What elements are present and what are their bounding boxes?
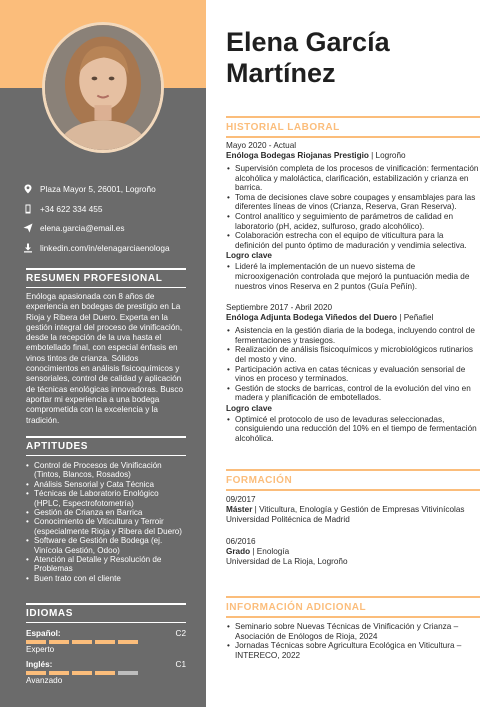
portrait-illustration <box>45 25 161 150</box>
level-segment <box>26 640 46 644</box>
level-segment <box>26 671 46 675</box>
level-segment <box>118 671 138 675</box>
key-achievement: • Optimicé el protocolo de uso de levaduras seleccionadas, consiguiendo una reducción del 10% en el tiempo de fermentación alcohólica. <box>226 415 480 444</box>
job-bullets <box>226 164 480 250</box>
divider <box>26 603 186 605</box>
skill-item: • Análisis Sensorial y Cata Técnica <box>26 480 186 489</box>
language-name: Inglés: <box>26 660 53 669</box>
job-bullet: • Asistencia en la gestión diaria de la bodega, incluyendo control de fermentaciones y trasiegos. <box>226 326 480 345</box>
contact-phone <box>22 200 202 218</box>
divider <box>226 136 480 138</box>
key-achievement-list <box>226 262 480 291</box>
language-item <box>26 660 186 685</box>
section-title: APTITUDES <box>26 440 89 452</box>
additional-item: • Jornadas Técnicas sobre Agricultura Ecológica en Viticultura – INTERECO, 2022 <box>226 641 480 660</box>
level-segment <box>118 640 138 644</box>
sidebar <box>0 0 206 707</box>
divider <box>226 469 480 471</box>
name-line: Martínez <box>226 58 336 88</box>
skills-section <box>26 436 186 583</box>
education-degree: Grado <box>226 547 251 556</box>
education-school: Universidad Politécnica de Madrid <box>226 515 350 524</box>
section-title: RESUMEN PROFESIONAL <box>26 272 163 284</box>
contact-info <box>22 180 202 258</box>
language-level-bar <box>26 671 186 675</box>
education-section <box>226 469 480 567</box>
divider <box>26 455 186 457</box>
send-icon <box>22 222 34 234</box>
skill-item: • Buen trato con el cliente <box>26 574 186 583</box>
divider <box>226 596 480 598</box>
skill-item: • Técnicas de Laboratorio Enológico (HPLC, Espectrofotometría) <box>26 489 186 508</box>
job-entry <box>226 303 480 444</box>
level-segment <box>95 640 115 644</box>
education-entry <box>226 495 480 525</box>
additional-item: • Seminario sobre Nuevas Técnicas de Vinificación y Crianza – Asociación de Enólogos de Rioja, 2024 <box>226 622 480 641</box>
job-role: Enóloga Bodegas Riojanas Prestigio <box>226 151 369 160</box>
education-entry <box>226 537 480 567</box>
experience-section <box>226 116 480 444</box>
section-title: FORMACIÓN <box>226 475 293 486</box>
section-title: INFORMACIÓN ADICIONAL <box>226 602 367 613</box>
key-achievement-label: Logro clave <box>226 403 272 413</box>
section-title: HISTORIAL LABORAL <box>226 122 340 133</box>
education-degree: Máster <box>226 505 253 514</box>
divider <box>226 116 480 118</box>
download-icon <box>22 242 34 254</box>
language-code: C2 <box>175 629 186 638</box>
level-segment <box>49 671 69 675</box>
skill-item: • Conocimiento de Viticultura y Terroir (especialmente Rioja y Ribera del Duero) <box>26 517 186 536</box>
job-bullet: • Gestión de stocks de barricas, control de la evolución del vino en madera y planificación de embotellados. <box>226 384 480 403</box>
level-segment <box>95 671 115 675</box>
skills-list <box>26 461 186 583</box>
divider <box>26 268 186 270</box>
summary-section <box>26 268 186 426</box>
contact-email <box>22 219 202 237</box>
skill-item: • Gestión de Crianza en Barrica <box>26 508 186 517</box>
level-segment <box>72 640 92 644</box>
divider <box>26 622 186 624</box>
job-date: Septiembre 2017 - Abril 2020 <box>226 303 333 313</box>
language-level-bar <box>26 640 186 644</box>
job-place: | Logroño <box>368 151 406 160</box>
job-title <box>226 151 480 161</box>
education-title <box>226 505 480 515</box>
job-bullet: • Toma de decisiones clave sobre coupages y ensamblajes para las diferentes líneas de vinos (Crianza, Reserva, Gran Reserva). <box>226 193 480 212</box>
location-pin-icon <box>22 183 34 195</box>
main-column <box>206 0 500 707</box>
divider <box>226 616 480 618</box>
divider <box>226 489 480 491</box>
job-place: | Peñafiel <box>397 313 434 323</box>
additional-info-section <box>226 596 480 660</box>
job-bullet: • Supervisión completa de los procesos de vinificación: fermentación alcohólica y maloláctica, clarificación, estabilización y crianza en barrica. <box>226 164 480 193</box>
education-title <box>226 547 480 557</box>
section-title: IDIOMAS <box>26 607 73 619</box>
name-line: Elena García <box>226 27 390 57</box>
summary-text: Enóloga apasionada con 8 años de experiencia en bodegas de prestigio en La Rioja y Ribera del Duero. Experta en la gestión integral del proceso de vinificación, desde la recepción de la uva hasta el embotellado final, con especial énfasis en vinos tintos de crianza. Sólidos conocimientos en análisis fisicoquímicos y sensoriales, control de calidad y aplicación de técnicas enológicas innovadoras. Busco aportar mi experiencia a una bodega comprometida con la excelencia y la tradición. <box>26 292 184 425</box>
email-link[interactable]: elena.garcia@email.es <box>40 223 125 233</box>
skill-item: • Software de Gestión de Bodega (ej. Vinícola Gestión, Odoo) <box>26 536 186 555</box>
candidate-name <box>226 27 390 89</box>
language-level: Avanzado <box>26 676 63 685</box>
language-name: Español: <box>26 629 61 638</box>
job-entry <box>226 141 480 291</box>
level-segment <box>72 671 92 675</box>
language-item <box>26 629 186 654</box>
key-achievement-label: Logro clave <box>226 251 272 261</box>
job-date: Mayo 2020 - Actual <box>226 141 297 150</box>
language-level: Experto <box>26 645 55 654</box>
job-bullet: • Colaboración estrecha con el equipo de viticultura para la definición del punto óptimo de maduración y vendimia selectiva. <box>226 231 480 250</box>
languages-section <box>26 603 186 685</box>
divider <box>26 287 186 289</box>
skill-item: • Control de Procesos de Vinificación (Tintos, Blancos, Rosados) <box>26 461 186 480</box>
level-segment <box>49 640 69 644</box>
additional-list <box>226 622 480 660</box>
linkedin-link[interactable]: linkedin.com/in/elenagarciaenologa <box>40 242 170 253</box>
job-bullet: • Realización de análisis fisicoquímicos y microbiológicos rutinarios del mosto y vino. <box>226 345 480 364</box>
education-date: 06/2016 <box>226 537 256 546</box>
contact-linkedin <box>22 239 202 257</box>
phone-text[interactable]: +34 622 334 455 <box>40 203 103 214</box>
job-bullet: • Participación activa en catas técnicas y evaluación sensorial de vinos en proceso y terminados. <box>226 365 480 384</box>
address-text: Plaza Mayor 5, 26001, Logroño <box>40 184 156 194</box>
skill-item: • Atención al Detalle y Resolución de Problemas <box>26 555 186 574</box>
divider <box>26 436 186 438</box>
education-school: Universidad de La Rioja, Logroño <box>226 557 348 566</box>
key-achievement: • Lideré la implementación de un nuevo sistema de microoxigenación controlada que mejoró la puntuación media de nuestros vinos Reserva en 2 puntos (Guía Peñín). <box>226 262 480 291</box>
profile-photo <box>42 22 164 153</box>
job-title <box>226 313 480 323</box>
job-bullets <box>226 326 480 403</box>
education-field: | Viticultura, Enología y Gestión de Empresas Vitivinícolas <box>252 505 465 514</box>
job-role: Enóloga Adjunta Bodega Viñedos del Duero <box>226 313 398 323</box>
education-field: | Enología <box>250 547 290 556</box>
education-date: 09/2017 <box>226 495 256 504</box>
language-code: C1 <box>175 660 186 669</box>
phone-icon <box>22 203 34 215</box>
contact-address <box>22 180 202 198</box>
job-bullet: • Control analítico y seguimiento de parámetros de calidad en laboratorio (pH, acidez, sulfuroso, grado alcohólico). <box>226 212 480 231</box>
key-achievement-list <box>226 415 480 444</box>
